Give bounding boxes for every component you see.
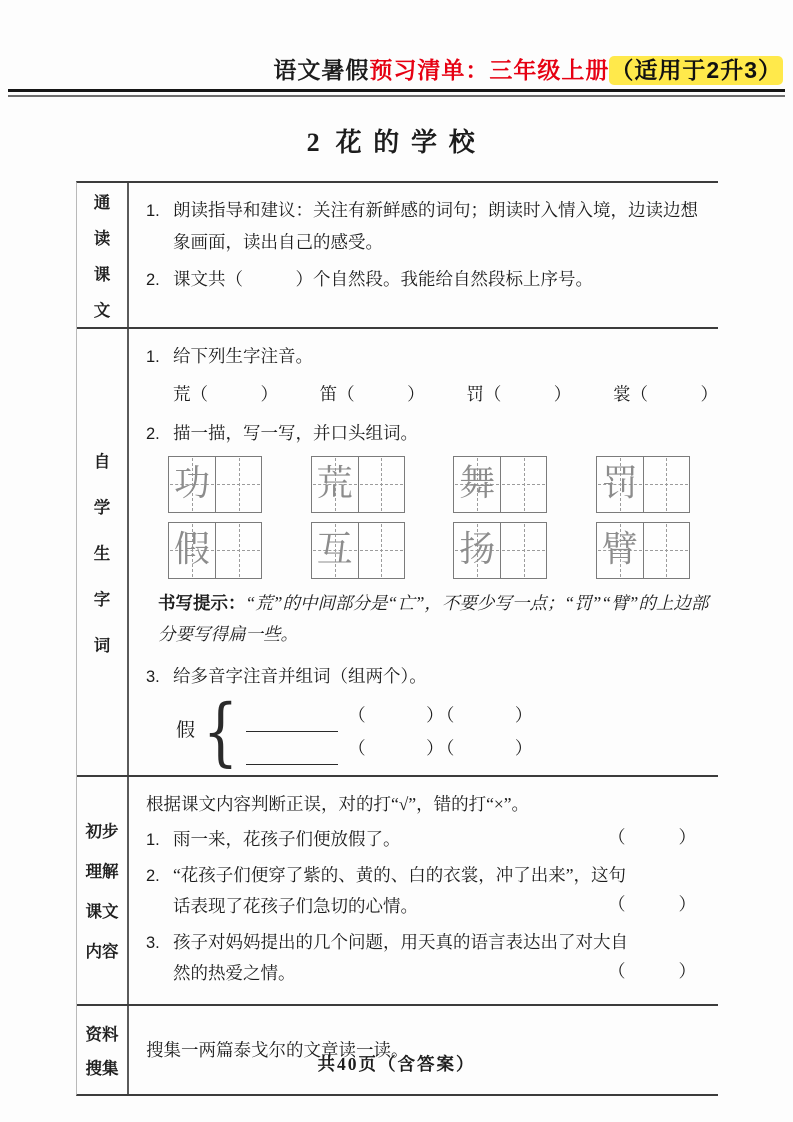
grid-cell: [358, 457, 404, 512]
answer-line: [246, 699, 534, 732]
item-text: 给下列生字注音。: [173, 346, 313, 366]
judge-answer-blank: （ ）: [608, 894, 702, 915]
grid-cell: [169, 523, 215, 578]
row-content-material: [129, 1006, 718, 1094]
trace-character: 荒: [316, 462, 353, 504]
judge-answer-blank: （ ）: [608, 827, 702, 848]
item-number: 3.: [146, 667, 160, 686]
item-number: 1.: [146, 348, 160, 366]
item-number: 2.: [146, 866, 160, 885]
header-rule-thick: [8, 89, 785, 92]
table-row-read-aloud: [77, 183, 718, 327]
item-number: 2.: [146, 425, 160, 444]
lesson-name: 花的学校: [335, 128, 487, 157]
row-content-read-aloud: [129, 183, 718, 327]
label-char: 读: [93, 230, 111, 248]
row-content-self-study: [129, 329, 728, 775]
judge-item: [146, 860, 708, 923]
label-chars: 初步: [85, 823, 119, 842]
label-char: 文: [93, 302, 111, 320]
character-writing-grid: [596, 522, 690, 579]
judge-item: [146, 927, 708, 990]
word-blanks: （ ）（ ）: [348, 705, 535, 726]
answer-blank: （ ）: [337, 383, 425, 404]
item-text: 描一描，写一写，并口头组词。: [173, 423, 418, 444]
item-number: 3.: [146, 933, 160, 952]
item-number: 1.: [146, 831, 160, 850]
label-chars: 搜集: [85, 1059, 119, 1078]
new-character: 罚: [466, 383, 484, 404]
grid-cell: [597, 457, 643, 512]
label-char: 生: [93, 544, 111, 563]
polyphonic-character: 假: [176, 720, 196, 742]
list-item: [146, 418, 718, 450]
label-char: 课: [93, 266, 111, 284]
row-label-material: [77, 1006, 129, 1094]
grid-cell: [312, 523, 358, 578]
list-item: [146, 195, 708, 258]
pinyin-group: [320, 379, 425, 411]
item-text: 雨一来，花孩子们便放假了。: [173, 829, 401, 850]
row-label-self-study: [77, 329, 129, 775]
grid-cell: [500, 457, 546, 512]
label-chars: 内容: [85, 943, 119, 962]
item-number: 1.: [146, 202, 160, 220]
polyphonic-answer-lines: [246, 699, 534, 765]
grid-cell: [454, 523, 500, 578]
header-rule-thin: [8, 95, 785, 97]
writing-tip: [158, 588, 712, 651]
label-char: 自: [93, 452, 111, 471]
item-text: “花孩子们便穿了紫的、黄的、白的衣裳，冲了出来”，这句话表现了花孩子们急切的心情。: [173, 864, 627, 917]
worksheet-table: [76, 181, 718, 1096]
item-number: 2.: [146, 271, 160, 289]
character-writing-grid: [311, 522, 405, 579]
pinyin-group: [613, 379, 718, 411]
lesson-number: 2: [306, 128, 320, 157]
table-row-self-study-words: [77, 327, 718, 775]
pinyin-underline-blank: [246, 741, 338, 765]
grid-cell: [500, 523, 546, 578]
character-writing-grid: [453, 522, 547, 579]
page-header: [8, 52, 783, 85]
writing-grid-row: [168, 456, 690, 513]
grid-cell: [169, 457, 215, 512]
character-writing-grid: [168, 522, 262, 579]
trace-character: 假: [173, 528, 210, 570]
trace-character: 臂: [601, 528, 638, 570]
label-char: 学: [93, 498, 111, 517]
pinyin-underline-blank: [246, 708, 338, 732]
character-writing-grid: [168, 456, 262, 513]
character-writing-grid: [453, 456, 547, 513]
judge-answer-blank: （ ）: [608, 961, 702, 982]
new-character: 笛: [319, 383, 338, 404]
answer-line: [246, 732, 534, 765]
grid-cell: [454, 457, 500, 512]
row-label-read-aloud: [77, 183, 129, 327]
grid-cell: [597, 523, 643, 578]
label-char: 通: [93, 194, 111, 212]
material-task-text: 搜集一两篇泰戈尔的文章读一读。: [146, 1040, 409, 1060]
item-text: 孩子对妈妈提出的几个问题，用天真的语言表达出了对大自然的热爱之情。: [173, 931, 628, 984]
answer-blank: （ ）: [483, 383, 572, 404]
table-row-comprehension: [77, 775, 718, 1004]
writing-tip-text: “荒”的中间部分是“亡”，不要少写一点；“罚”“臂”的上边部分要写得扁一些。: [158, 592, 709, 645]
header-red-text: 预习清单：三年级上册: [369, 57, 610, 83]
judge-item: [146, 824, 708, 856]
trace-character: 功: [173, 462, 210, 504]
lesson-title: [0, 122, 793, 159]
judge-instructions: 根据课文内容判断正误，对的打“√”，错的打“×”。: [146, 793, 530, 814]
answer-blank: （ ）: [630, 383, 718, 404]
label-chars: 课文: [85, 903, 119, 922]
page-footer: 共40页（含答案）: [317, 1054, 476, 1074]
table-row-material-collection: [77, 1004, 718, 1094]
trace-character: 舞: [459, 462, 496, 504]
trace-character: 互: [316, 528, 353, 570]
item-text: 给多音字注音并组词（组两个）。: [173, 665, 427, 686]
grid-cell: [215, 457, 261, 512]
grid-cell: [643, 457, 689, 512]
header-grade-badge: （适用于2升3）: [610, 57, 782, 83]
word-blanks: （ ）（ ）: [348, 738, 535, 759]
label-char: 字: [93, 590, 111, 609]
list-item: [146, 264, 708, 296]
list-item: [146, 341, 718, 373]
label-chars: 资料: [85, 1025, 119, 1044]
brace-glyph: {: [202, 688, 239, 775]
pinyin-blank-row: [173, 379, 718, 411]
row-label-comprehension: [77, 777, 129, 1004]
grid-cell: [643, 523, 689, 578]
item-text: 课文共（ ）个自然段。我能给自然段标上序号。: [173, 269, 593, 289]
item-text: 朗读指导和建议：关注有新鲜感的词句；朗读时入情入境，边读边想象画面，读出自己的感受。: [173, 200, 698, 252]
header-subject-text: 语文暑假: [273, 57, 370, 83]
writing-grid-row: [168, 522, 690, 579]
grid-cell: [358, 523, 404, 578]
writing-tip-label: 书写提示：: [158, 592, 246, 613]
character-writing-grid: [596, 456, 690, 513]
pinyin-group: [466, 379, 571, 411]
label-char: 词: [93, 636, 111, 655]
grid-cell: [215, 523, 261, 578]
label-chars: 理解: [85, 863, 119, 882]
character-writing-grid: [311, 456, 405, 513]
trace-character: 罚: [601, 462, 638, 504]
new-character: 荒: [173, 383, 191, 404]
polyphonic-character-exercise: [176, 688, 718, 775]
pinyin-group: [173, 379, 278, 411]
grid-cell: [312, 457, 358, 512]
trace-character: 扬: [459, 528, 496, 570]
answer-blank: （ ）: [190, 383, 278, 404]
row-content-comprehension: [129, 777, 718, 1004]
new-character: 裳: [612, 383, 631, 404]
